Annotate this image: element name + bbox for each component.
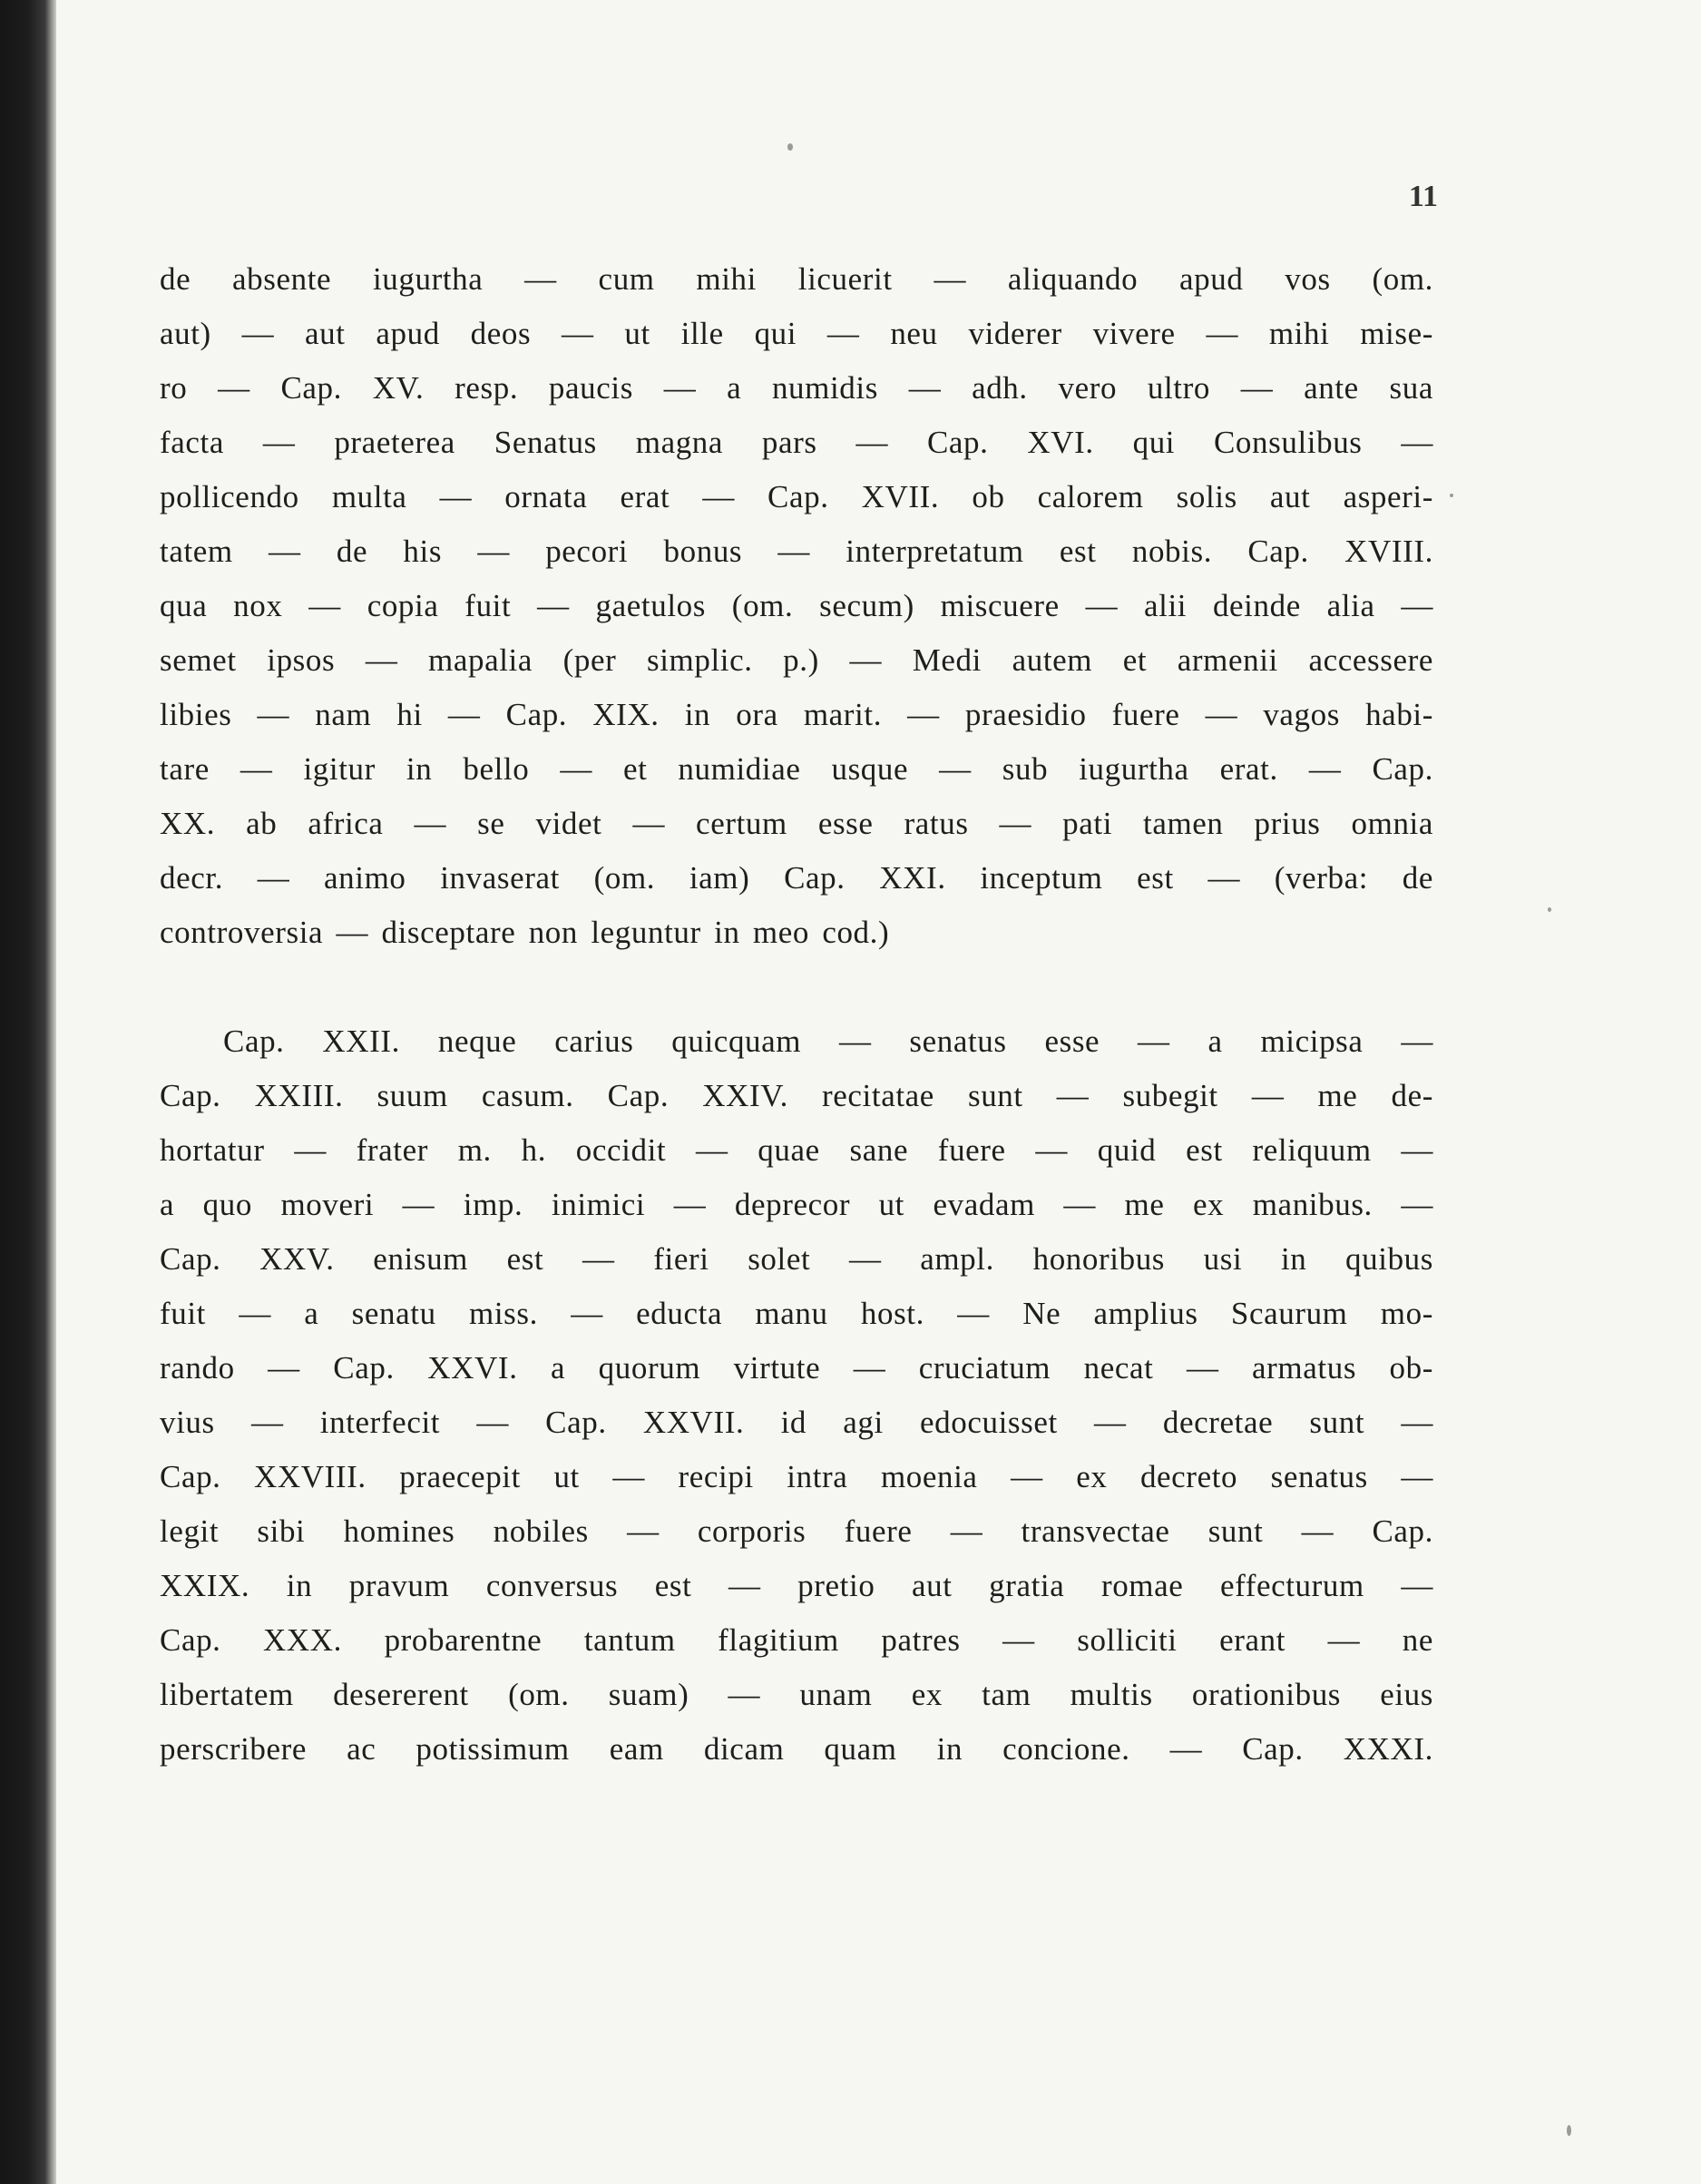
paper-fleck [1450, 494, 1453, 497]
paper-fleck [787, 143, 793, 151]
paper-fleck [1548, 907, 1551, 912]
paragraph-2-line: Cap. XXX. probarentne tantum flagitium patres — solliciti erant — ne [160, 1622, 1433, 1658]
paragraph-1-line: aut) — aut apud deos — ut ille qui — neu viderer vivere — mihi mise- [160, 316, 1433, 351]
paragraph-2-line: a quo moveri — imp. inimici — deprecor ut evadam — me ex manibus. — [160, 1187, 1433, 1222]
binding-shadow [0, 0, 56, 2184]
paragraph-2-line: Cap. XXIII. suum casum. Cap. XXIV. recitatae sunt — subegit — me de- [160, 1078, 1433, 1113]
paragraph-2-line: Cap. XXVIII. praecepit ut — recipi intra moenia — ex decreto senatus — [160, 1459, 1433, 1494]
paragraph-2-line: vius — interfecit — Cap. XXVII. id agi edocuisset — decretae sunt — [160, 1405, 1433, 1440]
paragraph-2-line: rando — Cap. XXVI. a quorum virtute — cruciatum necat — armatus ob- [160, 1350, 1433, 1386]
paragraph-1-line: tatem — de his — pecori bonus — interpretatum est nobis. Cap. XVIII. [160, 534, 1433, 569]
paragraph-gap [160, 960, 1433, 1014]
paragraph-1-line: decr. — animo invaserat (om. iam) Cap. XXI. inceptum est — (verba: de [160, 860, 1433, 896]
paragraph-1 [160, 252, 1433, 960]
paragraph-1-line: ro — Cap. XV. resp. paucis — a numidis — adh. vero ultro — ante sua [160, 370, 1433, 406]
paragraph-2-line: Cap. XXV. enisum est — fieri solet — ampl. honoribus usi in quibus [160, 1241, 1433, 1277]
paragraph-2-line: perscribere ac potissimum eam dicam quam in concione. — Cap. XXXI. [160, 1731, 1433, 1767]
paragraph-1-line: XX. ab africa — se videt — certum esse ratus — pati tamen prius omnia [160, 806, 1433, 841]
page-number: 11 [1408, 180, 1438, 213]
paragraph-1-line: semet ipsos — mapalia (per simplic. p.) — Medi autem et armenii accessere [160, 642, 1433, 678]
paper-fleck [1567, 2125, 1571, 2136]
paragraph-1-line: tare — igitur in bello — et numidiae usque — sub iugurtha erat. — Cap. [160, 751, 1433, 787]
paragraph-2-line: legit sibi homines nobiles — corporis fuere — transvectae sunt — Cap. [160, 1513, 1433, 1549]
paragraph-2 [160, 1014, 1433, 1777]
paragraph-2-line: XXIX. in pravum conversus est — pretio aut gratia romae effecturum — [160, 1568, 1433, 1603]
paragraph-1-line: facta — praeterea Senatus magna pars — Cap. XVI. qui Consulibus — [160, 425, 1433, 460]
paragraph-1-line: controversia — disceptare non leguntur in meo cod.) [160, 915, 890, 950]
paragraph-1-line: qua nox — copia fuit — gaetulos (om. secum) miscuere — alii deinde alia — [160, 588, 1433, 623]
paragraph-1-line: pollicendo multa — ornata erat — Cap. XVII. ob calorem solis aut asperi- [160, 479, 1433, 514]
paragraph-1-line: libies — nam hi — Cap. XIX. in ora marit. — praesidio fuere — vagos habi- [160, 697, 1433, 732]
paragraph-1-line: de absente iugurtha — cum mihi licuerit — aliquando apud vos (om. [160, 261, 1433, 297]
paragraph-2-line: Cap. XXII. neque carius quicquam — senatus esse — a micipsa — [223, 1023, 1433, 1059]
paragraph-2-line: libertatem desererent (om. suam) — unam ex tam multis orationibus eius [160, 1677, 1433, 1712]
paragraph-2-line: fuit — a senatu miss. — educta manu host. — Ne amplius Scaurum mo- [160, 1296, 1433, 1331]
text-block [160, 252, 1433, 1777]
paragraph-2-line: hortatur — frater m. h. occidit — quae sane fuere — quid est reliquum — [160, 1132, 1433, 1168]
